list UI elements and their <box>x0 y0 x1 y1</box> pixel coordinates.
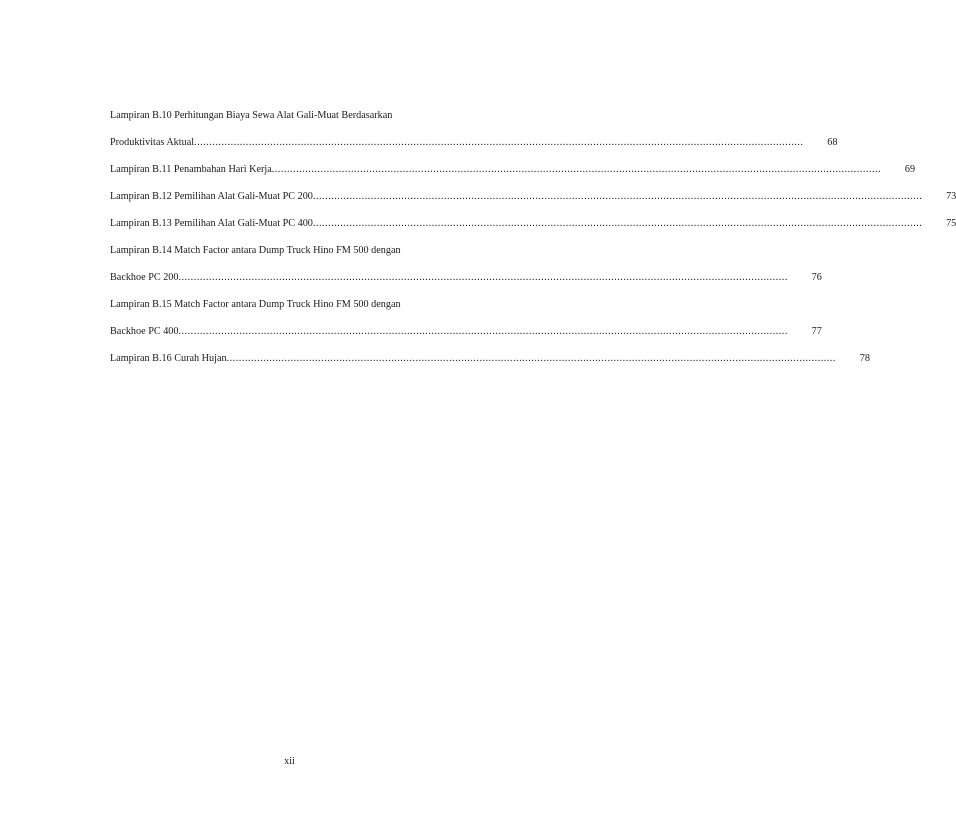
toc-line <box>110 324 822 340</box>
toc-line <box>110 189 956 205</box>
toc-entry-text: Lampiran B.12 Pemilihan Alat Gali-Muat PC 200 <box>110 191 313 202</box>
toc-entry-b13[interactable] <box>110 216 956 232</box>
toc-line <box>110 297 495 313</box>
table-of-contents <box>110 108 956 378</box>
toc-entry-b16[interactable] <box>110 351 870 367</box>
dot-leader: ........................................................................................................................................................................................................ <box>271 164 882 175</box>
toc-line <box>110 351 870 367</box>
toc-line <box>110 216 956 232</box>
dot-leader: ........................................................................................................................................................................................................ <box>312 191 923 202</box>
toc-page-number: 75 <box>946 218 956 229</box>
toc-entry-b12[interactable] <box>110 189 956 205</box>
toc-page-number: 76 <box>811 272 822 283</box>
page-footer-number: xii <box>284 756 295 767</box>
toc-page-number: 77 <box>811 326 822 337</box>
toc-entry-text: Lampiran B.16 Curah Hujan <box>110 353 227 364</box>
dot-leader: ........................................................................................................................................................................................................ <box>226 353 836 364</box>
toc-entry-text: Lampiran B.11 Penambahan Hari Kerja <box>110 164 272 175</box>
dot-leader: ........................................................................................................................................................................................................ <box>178 326 788 337</box>
toc-entry-text: Lampiran B.15 Match Factor antara Dump Truck Hino FM 500 dengan <box>110 299 401 310</box>
toc-entry-b10[interactable] <box>110 108 838 151</box>
toc-page-number: 73 <box>946 191 956 202</box>
dot-leader: ........................................................................................................................................................................................................ <box>178 272 788 283</box>
toc-entry-text: Backhoe PC 200 <box>110 272 179 283</box>
toc-entry-text: Backhoe PC 400 <box>110 326 179 337</box>
dot-leader: ........................................................................................................................................................................................................ <box>312 218 923 229</box>
toc-entry-text: Lampiran B.13 Pemilihan Alat Gali-Muat PC 400 <box>110 218 313 229</box>
toc-line <box>110 243 495 259</box>
toc-page-number: 69 <box>904 164 916 175</box>
toc-entry-text: Produktivitas Aktual <box>110 137 195 148</box>
dot-leader: ........................................................................................................................................................................................................ <box>194 137 804 148</box>
toc-entry-b15[interactable] <box>110 297 822 340</box>
toc-line <box>110 108 495 124</box>
toc-entry-b11[interactable] <box>110 162 916 178</box>
toc-entry-b14[interactable] <box>110 243 822 286</box>
toc-line <box>110 135 838 151</box>
toc-entry-text: Lampiran B.14 Match Factor antara Dump Truck Hino FM 500 dengan <box>110 245 401 256</box>
toc-line <box>110 162 916 178</box>
toc-line <box>110 270 822 286</box>
toc-entry-text: Lampiran B.10 Perhitungan Biaya Sewa Alat Gali-Muat Berdasarkan <box>110 110 393 121</box>
toc-page-number: 68 <box>827 137 838 148</box>
toc-page-number: 78 <box>859 353 870 364</box>
